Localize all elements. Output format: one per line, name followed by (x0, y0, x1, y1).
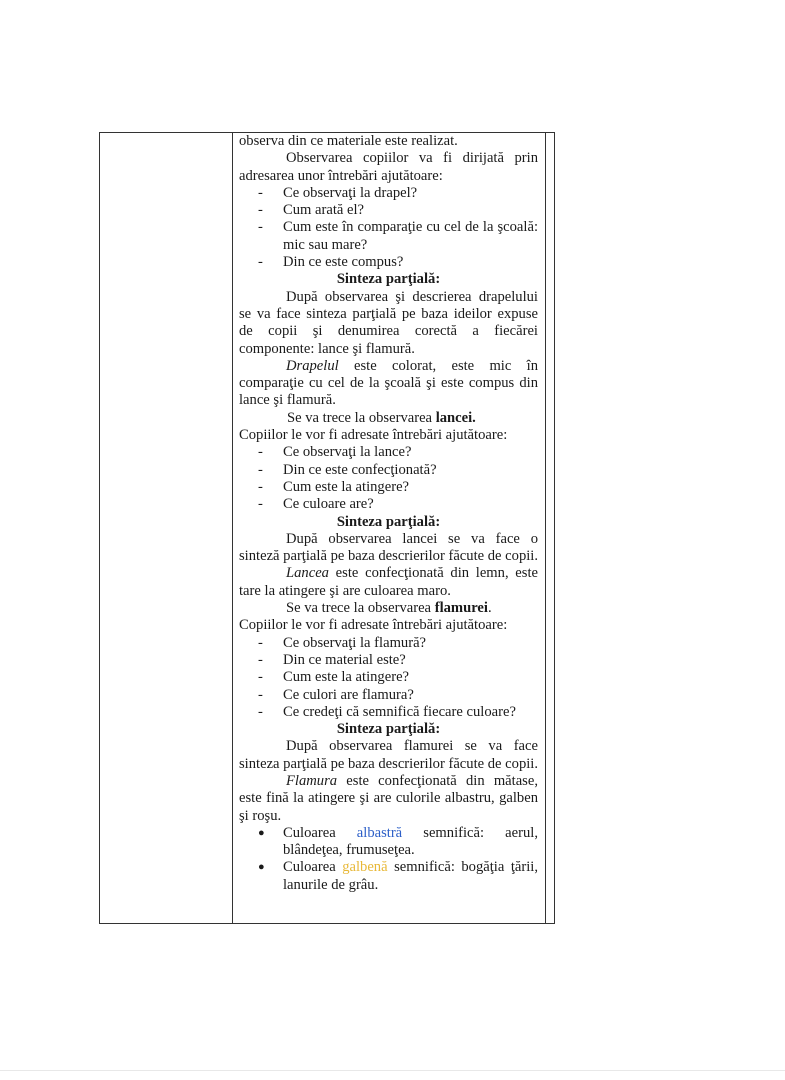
list-item: - Cum este în comparaţie cu cel de la şcoală: mic sau mare? (258, 219, 538, 253)
paragraph: Copiilor le vor fi adresate întrebări ajutătoare: (239, 427, 508, 444)
section-heading: Sinteza parţială: (336, 721, 441, 738)
question-list-flamura (239, 635, 538, 721)
paragraph: Se va trece la observarea lancei. (287, 409, 476, 426)
list-item: - Ce observaţi la lance? (258, 444, 412, 461)
list-item: - Cum este la atingere? (258, 478, 410, 495)
paragraph: Copiilor le vor fi adresate întrebări ajutătoare: (239, 617, 508, 634)
list-item: - Ce observaţi la drapel? (258, 184, 418, 201)
section-heading: Sinteza parţială: (336, 513, 441, 530)
question-list-lance (239, 444, 538, 513)
list-item: - Din ce este compus? (258, 254, 404, 271)
paragraph: După observarea şi descrierea drapelului se va face sinteza parţială pe baza ideilor expuse de copii şi denumirea corectă a fiecărei componente: lance şi flamură. (239, 288, 538, 357)
paragraph: Se va trece la observarea flamurei. (286, 600, 492, 617)
lesson-table (99, 132, 555, 924)
list-item: - Din ce este confecţionată? (258, 461, 437, 478)
bullet-icon: ● (258, 826, 265, 839)
list-item: - Ce culori are flamura? (258, 686, 414, 703)
column-divider-left (232, 133, 233, 923)
list-item: ● Culoarea galbenă semnifică: bogăţia ţării, lanurile de grâu. (258, 859, 538, 893)
paragraph: Flamura este confecţionată din mătase, este fină la atingere şi are culorile albastru, galben şi roşu. (239, 772, 538, 824)
list-item: - Ce observaţi la flamură? (258, 634, 427, 651)
question-list-drapel (239, 185, 538, 271)
list-item: - Ce credeţi că semnifică fiecare culoare? (258, 703, 516, 720)
bullet-icon: ● (258, 861, 265, 874)
paragraph: Lancea este confecţionată din lemn, este tare la atingere şi are culoarea maro. (239, 565, 538, 599)
list-item: - Ce culoare are? (258, 496, 374, 513)
section-heading: Sinteza parţială: (336, 271, 441, 288)
paragraph: Drapelul este colorat, este mic în comparaţie cu cel de la şcoală şi este compus din lance şi flamură. (239, 357, 538, 409)
list-item: - Din ce material este? (258, 651, 406, 668)
column-divider-right (545, 133, 546, 923)
paragraph: După observarea lancei se va face o sinteză parţială pe baza descrierilor făcute de copii. (239, 530, 539, 565)
list-item: - Cum arată el? (258, 202, 365, 219)
paragraph: După observarea flamurei se va face sinteza parţială pe baza descrierilor făcute de copii. (239, 738, 539, 772)
color-meaning-list (239, 825, 538, 894)
text-line: observa din ce materiale este realizat. (239, 133, 458, 149)
paragraph: Observarea copiilor va fi dirijată prin adresarea unor întrebări ajutătoare: (239, 150, 538, 184)
list-item: ● Culoarea albastră semnifică: aerul, blândeţea, frumuseţea. (258, 824, 538, 859)
list-item: - Cum este la atingere? (258, 669, 410, 686)
scan-edge (0, 1070, 785, 1071)
lesson-content (239, 133, 538, 894)
